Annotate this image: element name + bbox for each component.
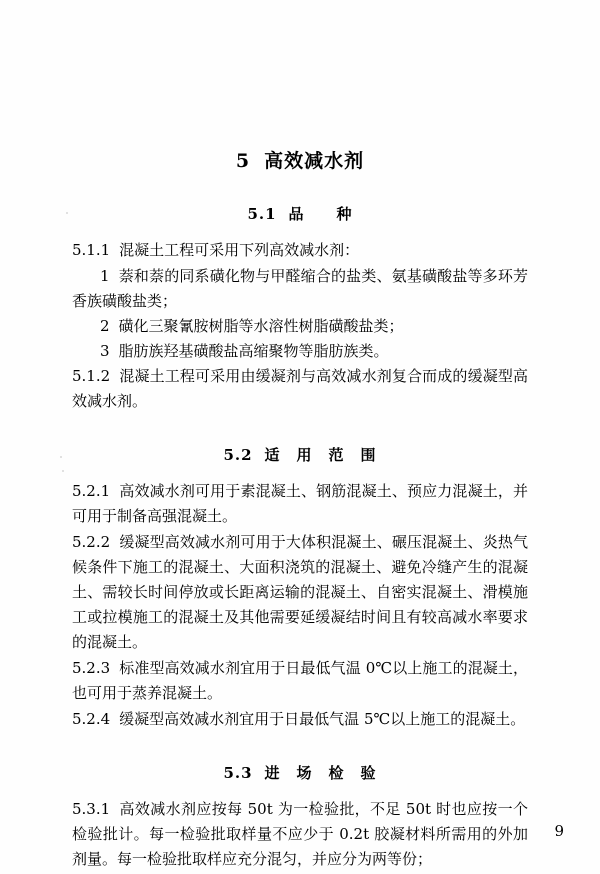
chapter-number: 5 bbox=[235, 150, 251, 172]
clause-number: 5.2.4 bbox=[72, 710, 111, 728]
clause-text: 高效减水剂可用于素混凝土、钢筋混凝土、预应力混凝土，并可用于制备高强混凝土。 bbox=[72, 482, 528, 525]
clause-text: 混凝土工程可采用由缓凝剂与高效减水剂复合而成的缓凝型高效减水剂。 bbox=[72, 367, 528, 410]
clause-text: 标准型高效减水剂宜用于日最低气温 0℃以上施工的混凝土，也可用于蒸养混凝土。 bbox=[72, 659, 528, 702]
scan-speck bbox=[60, 456, 62, 458]
section-title: 进 场 检 验 bbox=[264, 764, 377, 782]
clause-text: 高效减水剂应按每 50t 为一检验批，不足 50t 时也应按一个检验批计。每一检验批取样量不应少于 0.2t 胶凝材料所需用的外加剂量。每一检验批取样应充分混匀，并应分为两等份； bbox=[72, 800, 528, 868]
clause-number: 5.1.1 bbox=[72, 241, 111, 259]
clause-paragraph bbox=[72, 797, 528, 872]
clause-number: 5.2.1 bbox=[72, 482, 111, 500]
list-item-number: 1 bbox=[100, 267, 110, 285]
clause-paragraph bbox=[72, 530, 528, 655]
list-item-number: 3 bbox=[100, 342, 110, 360]
scan-speck bbox=[62, 470, 64, 472]
section-heading-5-3 bbox=[72, 762, 528, 783]
chapter-title: 高效减水剂 bbox=[264, 150, 365, 172]
clause-text: 缓凝型高效减水剂可用于大体积混凝土、碾压混凝土、炎热气候条件下施工的混凝土、大面积浇筑的混凝土、避免冷缝产生的混凝土、需较长时间停放或长距离运输的混凝土、自密实混凝土、滑模施工或拉模施工的混凝土及其他需要延缓凝结时间且有较高减水率要求的混凝土。 bbox=[72, 533, 528, 651]
scan-speck bbox=[66, 212, 68, 214]
clause-number: 5.3.1 bbox=[72, 800, 111, 818]
clause-paragraph bbox=[72, 364, 528, 414]
section-title: 适 用 范 围 bbox=[264, 446, 377, 464]
clause-paragraph bbox=[72, 238, 528, 263]
section-heading-5-2 bbox=[72, 444, 528, 465]
list-item bbox=[72, 314, 528, 339]
section-title: 品 种 bbox=[288, 205, 353, 223]
list-item-number: 2 bbox=[100, 317, 110, 335]
clause-text: 混凝土工程可采用下列高效减水剂： bbox=[119, 241, 360, 259]
list-item bbox=[72, 264, 528, 314]
chapter-heading bbox=[72, 146, 528, 173]
section-number: 5.3 bbox=[223, 764, 253, 782]
page-number: 9 bbox=[554, 822, 564, 840]
clause-number: 5.2.2 bbox=[72, 533, 111, 551]
section-number: 5.2 bbox=[223, 446, 253, 464]
clause-number: 5.1.2 bbox=[72, 367, 111, 385]
clause-paragraph bbox=[72, 656, 528, 706]
list-item-text: 萘和萘的同系磺化物与甲醛缩合的盐类、氨基磺酸盐等多环芳香族磺酸盐类； bbox=[72, 267, 528, 310]
section-heading-5-1 bbox=[72, 203, 528, 224]
clause-paragraph bbox=[72, 479, 528, 529]
list-item-text: 磺化三聚氰胺树脂等水溶性树脂磺酸盐类； bbox=[118, 317, 404, 335]
clause-paragraph bbox=[72, 707, 528, 732]
list-item-text: 脂肪族羟基磺酸盐高缩聚物等脂肪族类。 bbox=[118, 342, 389, 360]
clause-number: 5.2.3 bbox=[72, 659, 111, 677]
list-item bbox=[72, 339, 528, 364]
section-number: 5.1 bbox=[247, 205, 277, 223]
clause-text: 缓凝型高效减水剂宜用于日最低气温 5℃以上施工的混凝土。 bbox=[119, 710, 526, 728]
page-content bbox=[72, 120, 528, 873]
